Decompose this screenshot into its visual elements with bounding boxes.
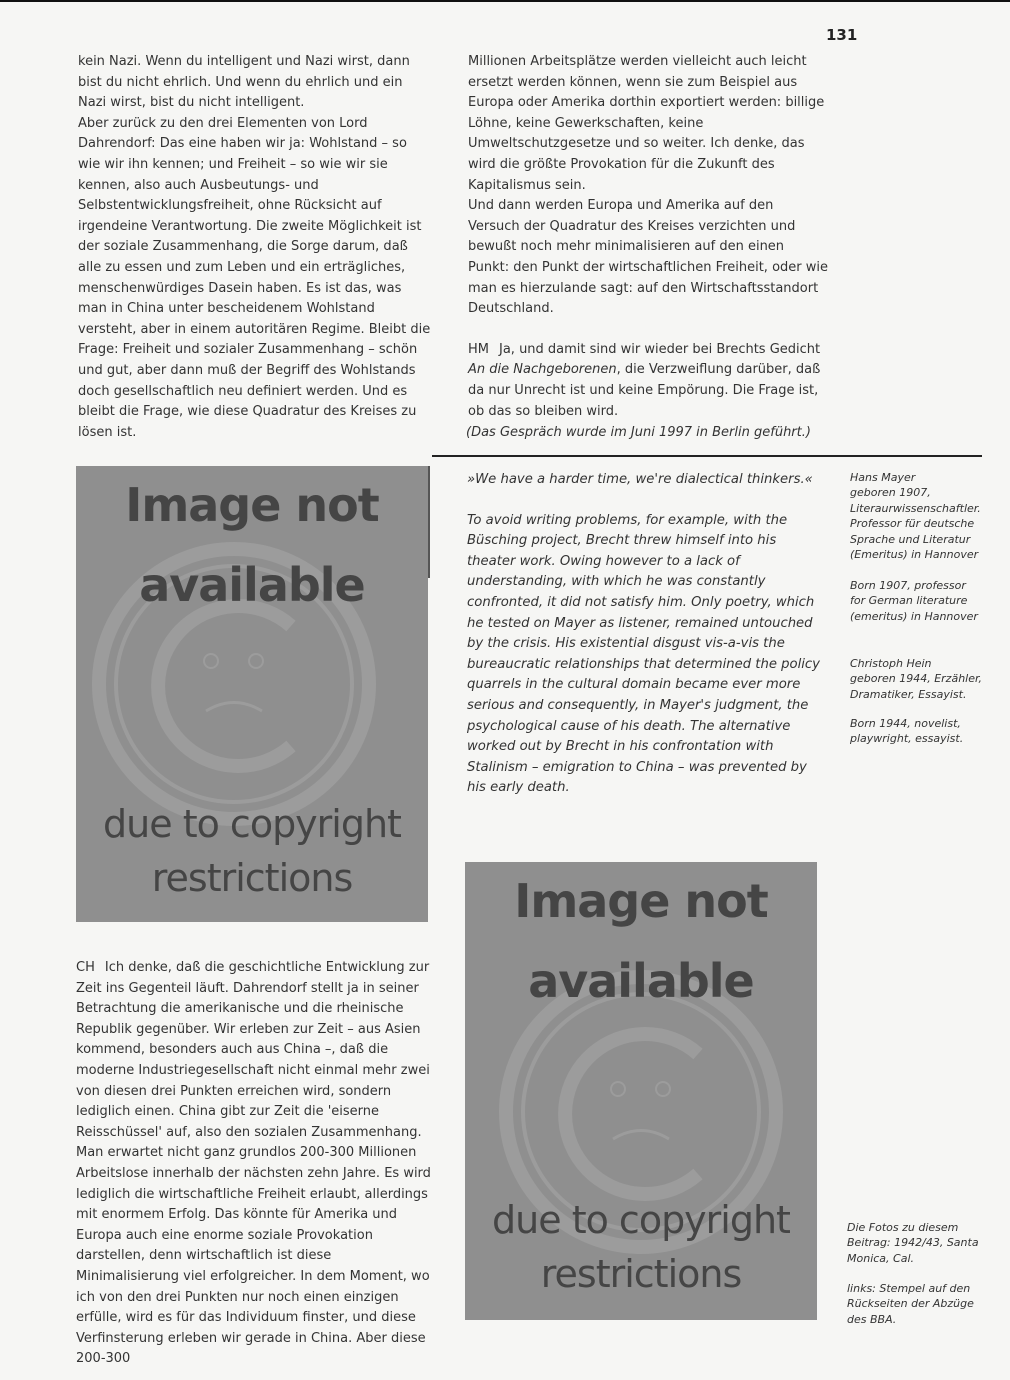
bio-line: Literaurwissenschaftler. [850, 501, 981, 515]
speaker-label-hm: HM [468, 341, 489, 357]
photo-caption [847, 1220, 987, 1266]
placeholder-line2: available [528, 954, 754, 1008]
english-summary [467, 470, 827, 799]
right-column-top-text [468, 52, 828, 422]
hm-text-before: Ja, und damit sind wir wieder bei Brechts Gedicht [499, 341, 821, 357]
bio-line: Dramatiker, Essayist. [850, 687, 967, 701]
poem-title: An die Nachgeborenen [468, 362, 617, 378]
stamp-caption [847, 1281, 987, 1327]
image-placeholder-bottom-right [465, 862, 817, 1320]
placeholder-line4: restrictions [151, 856, 353, 900]
paragraph: Millionen Arbeitsplätze werden vielleicht auch leicht ersetzt werden können, wenn sie zum Beispiel aus Europa oder Amerika dorthin exportiert werden: billige Löhne, keine Gewerkschaften, keine Umweltschutzgesetze und so weiter. Ich denke, das wird die größte Provokation für die Zukunft des Kapitalismus sein. [468, 54, 825, 193]
paragraph: Aber zurück zu den drei Elementen von Lord Dahrendorf: Das eine haben wir ja: Wohlstand – so wie wir ihn kennen; und Freiheit – so wie wir sie kennen, also auch Ausbeutungs- und Selbstentwicklungsfreiheit, ohne Rücksicht auf irgendeine Verantwortung. Die zweite Möglichkeit ist der soziale Zusammenhang, die Sorge darum, daß alle zu essen und zum Leben und ein erträgliches, menschenwürdiges Dasein haben. Es ist das, was man in China unter bescheidenem Wohlstand versteht, aber in einem autoritären Regime. Bleibt die Frage: Freiheit und sozialer Zusammenhang – schön und gut, aber dann muß der Begriff des Wohlstands doch gesellschaftlich neu definiert werden. Und es bleibt die Frage, wie diese Quadratur des Kreises zu lösen ist. [78, 115, 431, 440]
caption-line: des BBA. [847, 1312, 897, 1326]
copyright-symbol-icon [76, 466, 428, 922]
bio-line: Hans Mayer [850, 471, 916, 484]
caption-line: Die Fotos zu diesem [847, 1221, 959, 1234]
caption-line: links: Stempel auf den [847, 1282, 971, 1295]
paragraph: kein Nazi. Wenn du intelligent und Nazi wirst, dann bist du nicht ehrlich. Und wenn du ehrlich und ein Nazi wirst, bist du nicht intelligent. [78, 54, 410, 111]
paragraph: Und dann werden Europa und Amerika auf den Versuch der Quadratur des Kreises verzichten und bewußt noch mehr minimalisieren auf den einen Punkt: den Punkt der wirtschaftlichen Freiheit, oder wie man es hierzulande sagt: auf den Wirtschaftsstandort Deutschland. [468, 198, 828, 317]
left-column-top-text [78, 52, 433, 443]
placeholder-line4: restrictions [540, 1252, 742, 1296]
caption-line: Beitrag: 1942/43, Santa [847, 1236, 979, 1250]
english-paragraph: To avoid writing problems, for example, with the Büsching project, Brecht threw himself into his theater work. Owing however to a lack of understanding, with which he was constantly confronted, it did not satisfy him. Only poetry, which he tested on Mayer as listener, remained untouched by the crisis. His existential disgust vis-a-vis the bureaucratic relationships that determined the policy quarrels in the cultural domain became ever more serious and consequently, in Mayer's judgment, the psychological cause of his death. The alternative worked out by Brecht in his confrontation with Stalinism – emigration to China – was prevented by his early death. [467, 512, 820, 796]
bio-mayer-german [850, 470, 990, 562]
placeholder-line3: due to copyright [492, 1198, 790, 1242]
top-rule [0, 0, 1010, 2]
page-number: 131 [826, 26, 858, 44]
bio-line: (Emeritus) in Hannover [850, 548, 979, 562]
bio-mayer-english [850, 578, 990, 624]
bio-line: Sprache und Literatur [850, 532, 971, 546]
ch-text: Ich denke, daß die geschichtliche Entwicklung zur Zeit ins Gegenteil läuft. Dahrendorf stellt ja in seiner Betrachtung die amerikanische und die rheinische Republik gegenüber. Wir erleben zur Zeit – aus Asien kommend, besonders auch aus China –, daß die moderne Industriegesellschaft nicht einmal mehr zwei von diesen drei Punkten erreichen wird, sondern lediglich einen. China gibt zur Zeit die 'eiserne Reisschüssel' auf, also den sozialen Zusammenhang. Man erwartet nicht ganz grundlos 200-300 Millionen Arbeitslose innerhalb der nächsten zehn Jahre. Es wird lediglich die wirtschaftliche Freiheit erlaubt, allerdings mit enormem Erfolg. Das könnte für Amerika und Europa auch eine enorme soziale Provokation darstellen, denn wirtschaftlich ist diese Minimalisierung viel erfolgreicher. In dem Moment, wo ich von den drei Punkten nur noch einen einzigen erfülle, wird es für das Individuum finster, und diese Verfinsterung erleben wir gerade in China. Aber diese 200-300 [76, 960, 431, 1367]
bio-hein-german [850, 656, 990, 702]
hm-text-after: , die Verzweiflung darüber, daß da nur Unrecht ist und keine Empörung. Die Frage ist, ob das so bleiben wird. [468, 362, 821, 419]
english-quote: »We have a harder time, we're dialectical thinkers.« [467, 472, 813, 487]
bio-line: for German literature [850, 594, 968, 608]
caption-line: Rückseiten der Abzüge [847, 1297, 974, 1311]
bio-hein-english [850, 716, 990, 747]
image-placeholder-top-left [76, 466, 428, 922]
hm-paragraph [468, 340, 828, 422]
bio-line: Christoph Hein [850, 657, 932, 670]
placeholder-line1: Image not [514, 874, 768, 928]
placeholder-line2: available [139, 558, 365, 612]
bio-line: geboren 1944, Erzähler, [850, 672, 982, 686]
bio-line: Professor für deutsche [850, 517, 975, 531]
placeholder-line1: Image not [125, 478, 379, 532]
ch-paragraph [76, 958, 434, 1370]
left-column-bottom-text [76, 958, 434, 1370]
caption-line: Monica, Cal. [847, 1251, 915, 1265]
bio-line: Born 1944, novelist, [850, 717, 961, 730]
placeholder-line3: due to copyright [103, 802, 401, 846]
bio-line: Born 1907, professor [850, 579, 966, 592]
bio-line: geboren 1907, [850, 486, 931, 500]
bio-line: (emeritus) in Hannover [850, 609, 978, 623]
bio-line: playwright, essayist. [850, 732, 964, 746]
speaker-label-ch: CH [76, 960, 95, 975]
vertical-divider [428, 466, 430, 578]
interview-footnote: (Das Gespräch wurde im Juni 1997 in Berlin geführt.) [466, 425, 811, 440]
horizontal-divider [432, 455, 982, 457]
